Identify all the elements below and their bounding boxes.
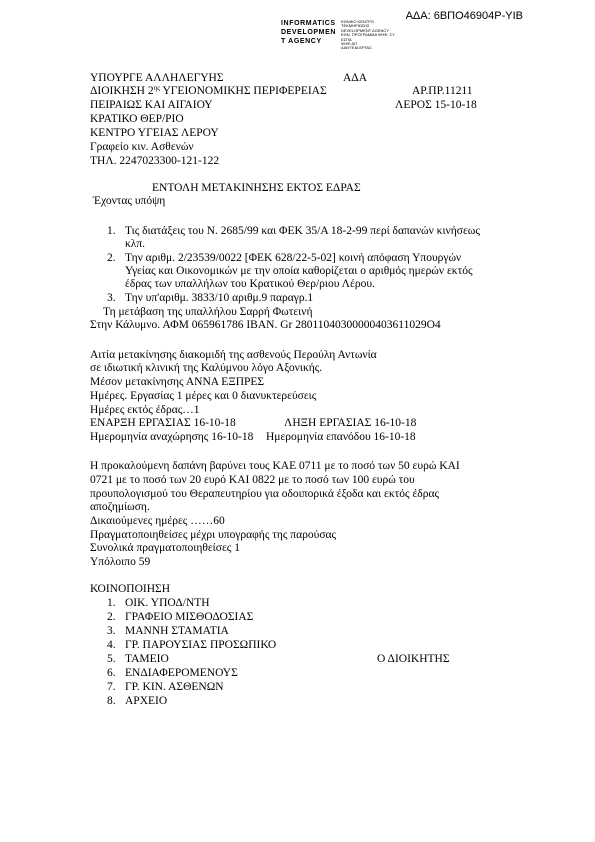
trip-reason: Αιτία μετακίνησης διακομιδή της ασθενούς Περούλη Αντωνία: [90, 349, 377, 361]
trip-return: Ημερομηνία επανόδου 16-10-18: [266, 431, 416, 443]
notification-item-4: ΓΡ. ΠΑΡΟΥΣΙΑΣ ΠΡΟΣΩΠΙΚΟ: [125, 639, 277, 651]
permit-line: Τη μετάβαση της υπαλλήλου Σαρρή Φωτεινή: [103, 306, 313, 318]
notification-item-7-number: 7.: [107, 681, 116, 693]
destination-line: Στην Κάλυμνο. ΑΦΜ 065961786 IBAN. Gr 28011040300000403611029О4: [90, 319, 441, 331]
notification-item-5-number: 5.: [107, 653, 116, 665]
total-executed: Συνολικά πραγματοποιηθείσες 1: [90, 542, 240, 554]
diavgeia-logo: [281, 19, 395, 51]
trip-clinic: σε ιδιωτική κλινική της Καλύμνου λόγο Αξονικής.: [90, 362, 323, 374]
document-title: ΕΝΤΟΛΗ ΜΕΤΑΚΙΝΗΣΗΣ ΕΚΤΟΣ ΕΔΡΑΣ: [152, 182, 361, 194]
trip-work-days: Ημέρες. Εργασίας 1 μέρες και 0 διανυκτερεύσεις: [90, 390, 317, 402]
notification-item-2-number: 2.: [107, 611, 116, 623]
ministry-name: ΥΠΟΥΡΓΕ ΑΛΛΗΛΕΓΥΗΣ: [90, 72, 224, 84]
logo-small-6: ΨΗΦ.ΑΠ: [341, 41, 358, 46]
admin-ordinal: ης: [153, 84, 161, 92]
cost-line-3: προυπολογισμού του Θεραπευτηρίου για οδοιπορικά έξοδα και εκτός έδρας: [90, 488, 440, 500]
trip-departure: Ημερομηνία αναχώρησης 16-10-18: [90, 431, 254, 443]
notification-item-8-number: 8.: [107, 695, 116, 707]
entitled-days: Δικαιούμενες ημέρες ……60: [90, 515, 225, 527]
notification-item-4-number: 4.: [107, 639, 116, 651]
cost-line-2: 0721 με το ποσό των 20 ευρό ΚΑΙ 0822 με το ποσό των 100 ευρώ του: [90, 474, 415, 486]
logo-line-3: T AGENCY: [281, 38, 322, 45]
cost-line-1: Η προκαλούμενη δαπάνη βαρύνει τους ΚΑΕ 0711 με το ποσό των 50 ευρώ ΚΑΙ: [90, 460, 460, 472]
consideration-1-line-2: κλπ.: [125, 238, 146, 250]
logo-line-2: DEVELOPMEN: [281, 29, 337, 36]
having-regard: Έχοντας υπόψη: [93, 195, 166, 207]
consideration-2-line-2: Υγείας και Οικονομικών με την οποία καθορίζεται ο αριθμός ημερών εκτός: [125, 265, 473, 277]
region-name: ΠΕΙΡΑΙΩΣ ΚΑΙ ΑΙΓΑΙΟΥ: [90, 99, 213, 111]
notification-item-5: ΤΑΜΕΙΟ: [125, 653, 169, 665]
trip-means: Μέσον μετακίνησης ΑΝΝΑ ΕΞΠΡΕΣ: [90, 376, 265, 388]
notification-item-3-number: 3.: [107, 625, 116, 637]
consideration-1-number: 1.: [107, 225, 116, 237]
trip-work-start: ΕΝΑΡΞΗ ΕΡΓΑΣΙΑΣ 16-10-18: [90, 417, 236, 429]
place-date: ΛΕΡΟΣ 15-10-18: [395, 99, 477, 111]
logo-small-5: ΕΣΠΑ: [341, 36, 352, 42]
logo-small-2: ΤΕΚΜΗΡΙΩΣΗΣ: [341, 23, 370, 29]
consideration-1-line-1: Τις διατάξεις του Ν. 2685/99 και ΦΕΚ 35/Α 18-2-99 περί δαπανών κινήσεως: [125, 225, 480, 237]
hospital-name: ΚΡΑΤΙΚΟ ΘΕΡ/ΡΙΟ: [90, 113, 184, 125]
signature-title: Ο ΔΙΟΙΚΗΤΗΣ: [377, 653, 450, 665]
admin-prefix: ΔΙΟΙΚΗΣΗ 2: [90, 85, 154, 97]
office-name: Γραφείο κιν. Ασθενών: [90, 141, 194, 153]
notification-item-6: ΕΝΔΙΑΦΕΡΟΜΕΝΟΥΣ: [125, 667, 238, 679]
admin-suffix: ΥΓΕΙΟΝΟΜΙΚΗΣ ΠΕΡΙΦΕΡΕΙΑΣ: [160, 85, 327, 97]
trip-work-end: ΛΗΞΗ ΕΡΓΑΣΙΑΣ 16-10-18: [284, 417, 417, 429]
notification-heading: ΚΟΙΝΟΠΟΙΗΣΗ: [90, 583, 171, 595]
trip-days-away: Ημέρες εκτός έδρας…1: [90, 404, 200, 416]
remaining-days: Υπόλοιπο 59: [90, 556, 151, 568]
administration-name: [90, 86, 327, 98]
consideration-2-line-3: έδρας των υπαλλήλων του Κρατικού Θερ/ριου Λέρου.: [125, 278, 375, 290]
consideration-2-line-1: Την αριθμ. 2/23539/0022 [ΦΕΚ 628/22-5-02] κοινή απόφαση Υπουργών: [125, 252, 462, 264]
logo-small-1: ΕΘΝΙΚΟ ΚΕΝΤΡΟ: [341, 19, 374, 24]
logo-line-1: INFORMATICS: [281, 20, 336, 27]
cost-line-4: αποζημίωση.: [90, 501, 150, 513]
reference-number: ΑΡ.ΠΡ.11211: [412, 85, 473, 97]
notification-item-8: ΑΡΧΕΙΟ: [125, 695, 168, 707]
consideration-2-number: 2.: [107, 252, 116, 264]
logo-small-4: ΕΘΝ. ΠΡΟΓΡΑΜΜΑ ΨΗΦ. ΣΥ: [341, 32, 395, 38]
consideration-3-line-1: Την υπ'αριθμ. 3833/10 αριθμ.9 παραγρ.1: [125, 292, 314, 304]
notification-item-2: ΓΡΑΦΕΙΟ ΜΙΣΘΟΔΟΣΙΑΣ: [125, 611, 254, 623]
notification-item-1: ΟΙΚ. ΥΠΟΔ/ΝΤΗ: [125, 597, 210, 609]
notification-item-1-number: 1.: [107, 597, 116, 609]
phone-number: ΤΗΛ. 2247023300-121-122: [90, 155, 220, 167]
logo-small-7: ΔΙΑΥΓΕΙΑ ΕΡΓΑΣ.: [341, 45, 373, 51]
executed-days-note: Πραγματοποιηθείσες μέχρι υπογραφής της παρούσας: [90, 529, 337, 541]
consideration-3-number: 3.: [107, 292, 116, 304]
logo-small-3: DEVELOPMENT AGENCY: [341, 27, 389, 33]
notification-item-6-number: 6.: [107, 667, 116, 679]
ada-label: ΑΔΑ: [343, 72, 368, 84]
notification-item-3: ΜΑΝΝΗ ΣΤΑΜΑΤΙΑ: [125, 625, 229, 637]
ada-code-top: ΑΔΑ: 6ΒΠΟ46904Ρ-ΥΙΒ: [405, 10, 523, 22]
health-center-name: ΚΕΝΤΡΟ ΥΓΕΙΑΣ ΛΕΡΟΥ: [90, 127, 219, 139]
notification-item-7: ΓΡ. ΚΙΝ. ΑΣΘΕΝΩΝ: [125, 681, 224, 693]
